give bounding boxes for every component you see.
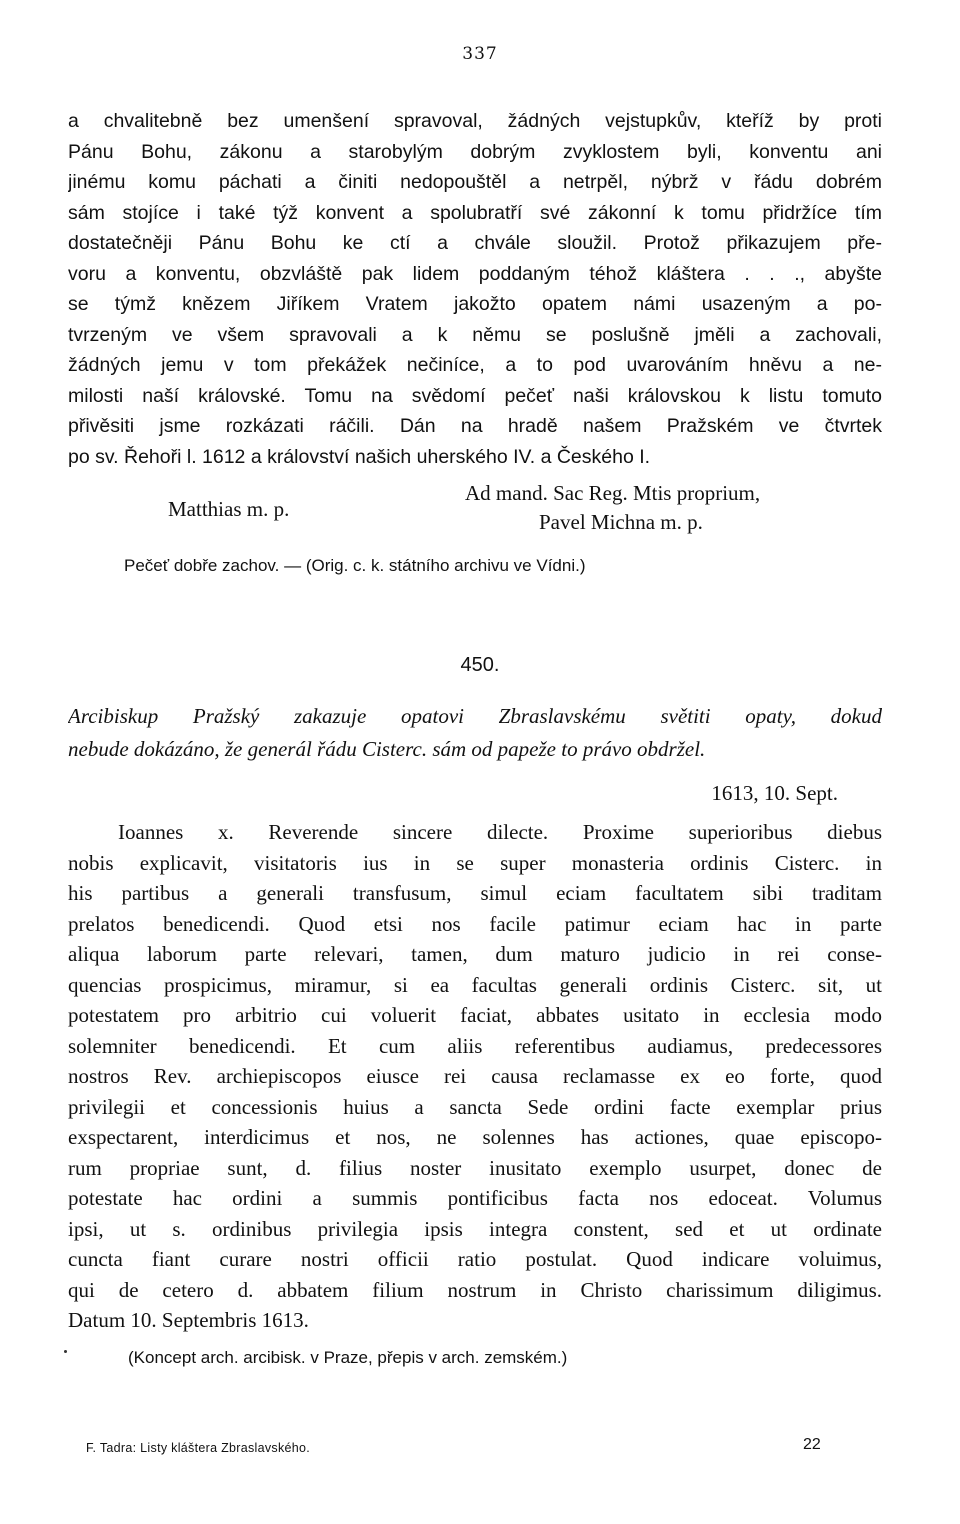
text-line: his partibus a generali transfusum, simul eciam facultatem sibi traditam [68,881,882,905]
text-line: sám stojíce i také týž konvent a spolubratří své zákonní k tomu přidržíce tím [68,201,882,224]
text-line: aliqua laborum parte relevari, tamen, dum maturo judicio in rei conse- [68,942,882,966]
text-line: solemniter benedicendi. Et cum aliis referentibus audiamus, predecessores [68,1033,882,1058]
text-line: nostros Rev. archiepiscopos eiusce rei causa reclamasse ex eo forte, quod [68,1064,882,1088]
page-number: 337 [462,44,498,64]
text-line: voru a konventu, obzvláště pak lidem poddaným téhož kláštera . . ., abyšte [68,262,882,285]
footer-citation: F. Tadra: Listy kláštera Zbraslavského. [86,1441,311,1455]
text-line: Datum 10. Septembris 1613. [68,1308,309,1332]
text-line: qui de cetero d. abbatem filium nostrum in Christo charissimum diligimus. [68,1277,882,1302]
text-line: quencias prospicimus, miramur, si ea facultas generali ordinis Cisterc. sit, ut [68,972,882,997]
archive-note: Pečeť dobře zachov. — (Orig. c. k. státního archivu ve Vídni.) [124,556,586,575]
heading-line: nebude dokázáno, že generál řádu Cisterc. sám od papeže to právo obdržel. [68,737,706,761]
text-line: Pánu Bohu, zákonu a starobylým dobrým zvyklostem byli, konventu ani [68,140,882,163]
document-number: 450. [460,654,500,676]
text-line: dostatečněji Pánu Bohu ke ctí a chvále sloužil. Protož přikazujem pře- [68,232,882,254]
document-heading [68,700,882,766]
text-line: privilegii et concessionis huius a sancta Sede ordini facte exemplar prius [68,1094,882,1119]
text-line: po sv. Řehoři l. 1612 a království našich uherského IV. a Českého I. [68,445,651,468]
text-line: a chvalitebně bez umenšení spravoval, žádných vejstupkův, kteříž by proti [68,110,882,132]
text-line: přivěsiti jsme rozkázati ráčili. Dán na hradě našem Pražském ve čtvrtek [68,415,882,437]
signature-left: Matthias m. p. [168,497,290,521]
text-line: se týmž knězem Jiříkem Vratem jakožto opatem námi usazeným a po- [68,293,882,315]
text-line: potestate hac ordini a summis pontificibus facta nos edoceat. Volumus [68,1186,882,1210]
signature-right-line2: Pavel Michna m. p. [539,510,703,534]
source-note: (Koncept arch. arcibisk. v Praze, přepis v arch. zemském.) [128,1348,568,1367]
heading-line: Arcibiskup Pražský zakazuje opatovi Zbraslavskému světiti opaty, dokud [68,704,882,728]
text-line: milosti naší královské. Tomu na svědomí pečeť naši královskou k listu tomuto [68,384,882,407]
text-line: exspectarent, interdicimus et nos, ne solennes has actiones, quae episcopo- [68,1125,882,1149]
document-date: 1613, 10. Sept. [711,781,838,805]
text-line: potestatem pro arbitrio cui voluerit faciat, abbates usitato in ecclesia modo [68,1003,882,1027]
text-line: cuncta fiant curare nostri officii ratio postulat. Quod indicare voluimus, [68,1247,882,1271]
text-line: prelatos benedicendi. Quod etsi nos facile patimur eciam hac in parte [68,911,882,936]
text-line: rum propriae sunt, d. filius noster inusitato exemplo usurpet, donec de [68,1155,882,1180]
latin-body-paragraph [68,817,882,1336]
signature-right-line1: Ad mand. Sac Reg. Mtis proprium, [465,481,761,505]
letter-paragraph [68,106,882,472]
text-line: Ioannes x. Reverende sincere dilecte. Proxime superioribus diebus [118,820,882,844]
text-line: nobis explicavit, visitatoris ius in se super monasteria ordinis Cisterc. in [68,850,882,875]
stray-dot [64,1350,67,1353]
text-line: tvrzeným ve všem spravovali a k němu se poslušně jměli a zachovali, [68,323,882,346]
footer-signature-number: 22 [803,1436,821,1453]
text-line: jinému komu páchati a činiti nedopouštěl a netrpěl, nýbrž v řádu dobrém [68,171,882,193]
text-line: žádných jemu v tom překážek nečiníce, a to pod uvarováním hněvu a ne- [68,354,882,376]
text-line: ipsi, ut s. ordinibus privilegia ipsis integra constent, sed et ut ordinate [68,1216,882,1241]
